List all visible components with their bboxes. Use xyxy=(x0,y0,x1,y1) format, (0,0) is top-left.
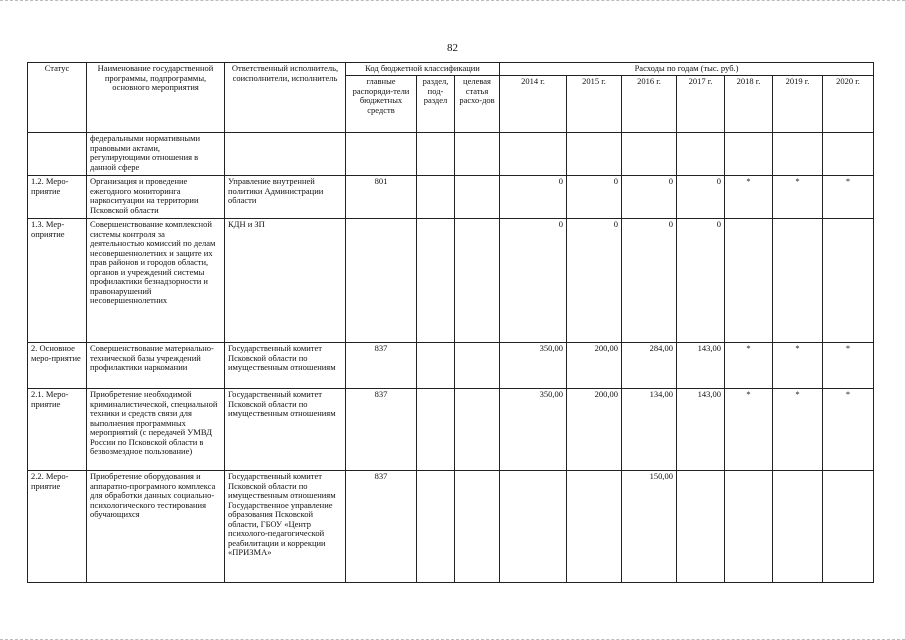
row-section xyxy=(417,219,455,343)
row-grbs: 837 xyxy=(346,389,417,471)
header-responsible: Ответственный исполнитель, соисполнители, исполнитель xyxy=(225,63,346,133)
scan-edge-bottom xyxy=(0,634,905,640)
row-name: Приобретение необходимой криминалистической, специальной техники и средств связи для выполнения программных мероприятий (с передачей УМВД России по Псковской области в безвозмездное пользование) xyxy=(87,389,225,471)
row-value-2017: 143,00 xyxy=(677,389,725,471)
header-name: Наименование государственной программы, подпрограммы, основного мероприятия xyxy=(87,63,225,133)
header-section: раздел, под-раздел xyxy=(417,76,455,133)
scan-edge-top xyxy=(0,0,905,6)
row-value-2019: * xyxy=(773,389,823,471)
row-target xyxy=(455,389,500,471)
header-year: 2015 г. xyxy=(567,76,622,133)
header-year: 2017 г. xyxy=(677,76,725,133)
row-status: 2.1. Меро-приятие xyxy=(28,389,87,471)
row-value-2014 xyxy=(500,471,567,583)
table-row xyxy=(28,133,874,176)
row-responsible: Управление внутренней политики Администрации области xyxy=(225,176,346,219)
row-grbs: 801 xyxy=(346,176,417,219)
row-name: Приобретение оборудования и аппаратно-програмного комплекса для обработки данных социально-психологического тестирования обучающихся xyxy=(87,471,225,583)
row-section xyxy=(417,343,455,389)
row-value-2015 xyxy=(567,471,622,583)
row-target xyxy=(455,176,500,219)
header-year: 2014 г. xyxy=(500,76,567,133)
row-status: 2. Основное меро-приятие xyxy=(28,343,87,389)
row-name: Совершенствование комплексной системы контроля за деятельностью комиссий по делам несовершеннолетних и защите их прав районов и городов области, органов и учреждений системы профилактики безнадзорности и правонарушений несовершеннолетних xyxy=(87,219,225,343)
header-year: 2016 г. xyxy=(622,76,677,133)
row-target xyxy=(455,471,500,583)
table-row xyxy=(28,219,874,343)
row-value-2020 xyxy=(823,133,874,176)
row-value-2020 xyxy=(823,471,874,583)
table-row xyxy=(28,343,874,389)
row-value-2018: * xyxy=(725,343,773,389)
row-section xyxy=(417,176,455,219)
row-value-2018 xyxy=(725,133,773,176)
row-value-2018: * xyxy=(725,176,773,219)
row-responsible: Государственный комитет Псковской области по имущественным отношениям Государственное управление образования Псковской области, ГБОУ «Центр психолого-педагогической реабилитации и коррекции «ПРИЗМА» xyxy=(225,471,346,583)
budget-table xyxy=(27,62,874,583)
row-grbs: 837 xyxy=(346,343,417,389)
row-name: федеральными нормативными правовыми актами, регулирующими отношения в данной сфере xyxy=(87,133,225,176)
row-value-2020: * xyxy=(823,389,874,471)
row-value-2019 xyxy=(773,219,823,343)
row-value-2015: 200,00 xyxy=(567,343,622,389)
page-number: 82 xyxy=(447,42,458,54)
table-row xyxy=(28,471,874,583)
row-value-2014 xyxy=(500,133,567,176)
row-value-2016 xyxy=(622,133,677,176)
row-value-2017: 143,00 xyxy=(677,343,725,389)
row-value-2016: 0 xyxy=(622,176,677,219)
row-name: Организация и проведение ежегодного мониторинга наркоситуации на территории Псковской области xyxy=(87,176,225,219)
row-grbs: 837 xyxy=(346,471,417,583)
header-budget-code: Код бюджетной классификации xyxy=(346,63,500,76)
row-status: 2.2. Меро-приятие xyxy=(28,471,87,583)
row-value-2016: 284,00 xyxy=(622,343,677,389)
row-section xyxy=(417,389,455,471)
header-row-1 xyxy=(28,63,874,76)
row-value-2014: 350,00 xyxy=(500,389,567,471)
row-section xyxy=(417,471,455,583)
row-value-2015: 0 xyxy=(567,176,622,219)
row-value-2020: * xyxy=(823,343,874,389)
row-value-2014: 0 xyxy=(500,176,567,219)
row-section xyxy=(417,133,455,176)
row-target xyxy=(455,133,500,176)
header-year: 2018 г. xyxy=(725,76,773,133)
header-grbs: главные распоряди-тели бюджетных средств xyxy=(346,76,417,133)
row-value-2020: * xyxy=(823,176,874,219)
row-value-2016: 134,00 xyxy=(622,389,677,471)
row-value-2018 xyxy=(725,219,773,343)
header-year: 2020 г. xyxy=(823,76,874,133)
row-value-2019: * xyxy=(773,176,823,219)
row-name: Совершенствование материально-технической базы учреждений профилактики наркомании xyxy=(87,343,225,389)
row-value-2016: 150,00 xyxy=(622,471,677,583)
row-value-2018 xyxy=(725,471,773,583)
row-value-2019 xyxy=(773,133,823,176)
row-target xyxy=(455,343,500,389)
row-responsible xyxy=(225,133,346,176)
row-value-2019: * xyxy=(773,343,823,389)
row-value-2020 xyxy=(823,219,874,343)
row-value-2016: 0 xyxy=(622,219,677,343)
header-status: Статус xyxy=(28,63,87,133)
row-value-2017: 0 xyxy=(677,176,725,219)
row-status xyxy=(28,133,87,176)
row-value-2015 xyxy=(567,133,622,176)
row-responsible: Государственный комитет Псковской области по имущественным отношениям xyxy=(225,343,346,389)
header-year: 2019 г. xyxy=(773,76,823,133)
row-grbs xyxy=(346,219,417,343)
row-responsible: КДН и ЗП xyxy=(225,219,346,343)
row-target xyxy=(455,219,500,343)
row-status: 1.3. Мер-оприятие xyxy=(28,219,87,343)
row-responsible: Государственный комитет Псковской области по имущественным отношениям xyxy=(225,389,346,471)
row-value-2017: 0 xyxy=(677,219,725,343)
row-value-2015: 0 xyxy=(567,219,622,343)
table-row xyxy=(28,176,874,219)
header-expenses: Расходы по годам (тыс. руб.) xyxy=(500,63,874,76)
table-row xyxy=(28,389,874,471)
row-status: 1.2. Меро-приятие xyxy=(28,176,87,219)
row-value-2019 xyxy=(773,471,823,583)
row-value-2017 xyxy=(677,133,725,176)
row-grbs xyxy=(346,133,417,176)
header-target: целевая статья расхо-дов xyxy=(455,76,500,133)
row-value-2014: 350,00 xyxy=(500,343,567,389)
row-value-2017 xyxy=(677,471,725,583)
row-value-2014: 0 xyxy=(500,219,567,343)
row-value-2018: * xyxy=(725,389,773,471)
row-value-2015: 200,00 xyxy=(567,389,622,471)
